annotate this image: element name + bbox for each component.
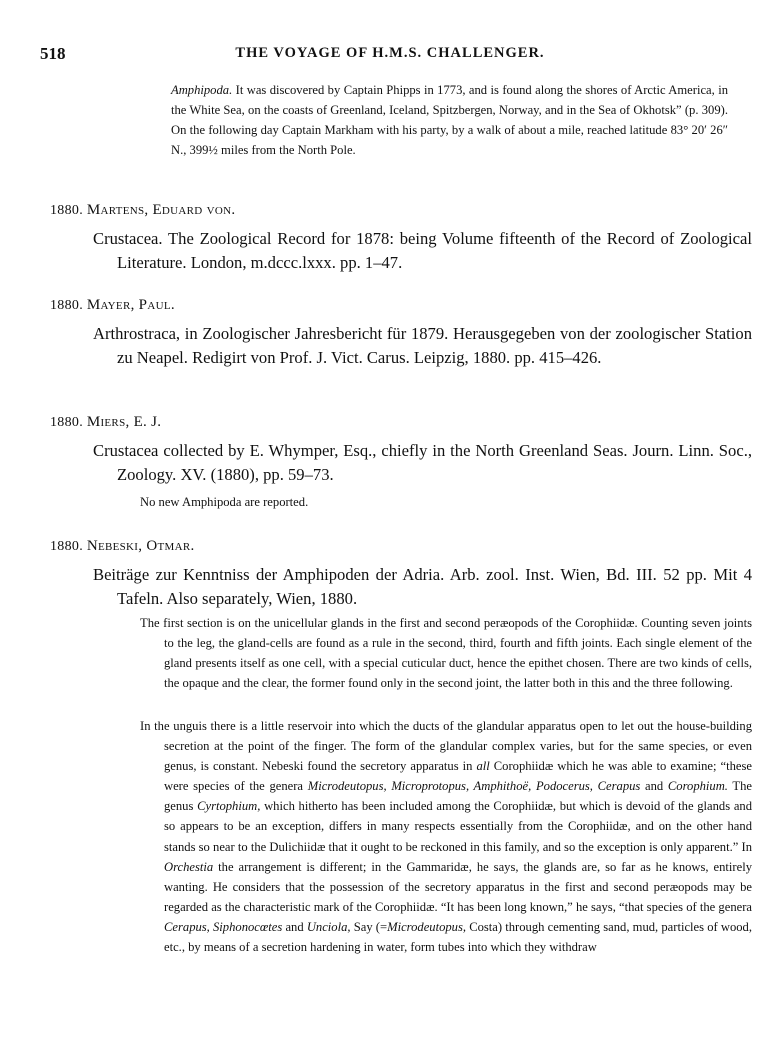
- entry-year: 1880.: [50, 539, 83, 554]
- entry-title: Beiträge zur Kenntniss der Amphipoden der Adria. Arb. zool. Inst. Wien, Bd. III. 52 pp. Mit 4 Tafeln. Also separately, Wien, 1880.: [93, 565, 752, 608]
- page-number: 518: [40, 44, 66, 63]
- entry-year: 1880.: [50, 415, 83, 430]
- entry-title: Crustacea. The Zoological Record for 1878: being Volume fifteenth of the Record of Zoological Literature. London, m.dccc.lxxx. pp. 1–47.: [93, 229, 752, 272]
- intro-italic: Amphipoda.: [171, 83, 233, 97]
- summary-paragraph: In the unguis there is a little reservoir into which the ducts of the glandular apparatus open to let out the house-building secretion at the point of the finger. The form of the glandular complex varies, but for the same species, or even genus, is constant. Nebeski found the secretory apparatus in all Corophiidæ which he was able to examine; “these were species of the genera Microdeutopus, Microprotopus, Amphithoë, Podocerus, Cerapus and Corophium. The genus Cyrtophium, which hitherto has been included among the Corophiidæ, but which is devoid of the glands and so appears to be an exception, differs in many respects essentially from the Corophiidæ, and on the other hand stands so near to the Dulichiidæ that it ought to be reckoned in this family, and so the exception is only apparent.” In Orchestia the arrangement is different; in the Gammaridæ, he says, the glands are, so far as he knows, entirely wanting. He considers that the possession of the secretory apparatus in the first and second peræopods may be regarded as the characteristic mark of the Corophiidæ. “It has been long known,” he says, “that species of the genera Cerapus, Siphonocœtes and Unciola, Say (=Microdeutopus, Costa) through cementing sand, mud, particles of wood, etc., by means of a secretion hardening in water, form tubes into which they withdraw: [140, 719, 753, 955]
- intro-text: It was discovered by Captain Phipps in 1773, and is found along the shores of Arctic America, in the White Sea, on the coasts of Greenland, Iceland, Spitzbergen, Norway, and in the Sea of Okhotsk” (p. 309). On the following day Captain Markham with his party, by a walk of about a mile, reached latitude 83° 20′ 26″ N., 399½ miles from the North Pole.: [171, 83, 728, 158]
- entry-title: Crustacea collected by E. Whymper, Esq., chiefly in the North Greenland Seas. Journ. Linn. Soc., Zoology. XV. (1880), pp. 59–73.: [93, 441, 752, 484]
- entry-author: Miers, E. J.: [86, 414, 162, 430]
- entry-note: No new Amphipoda are reported.: [140, 495, 309, 509]
- entry-author: Mayer, Paul.: [86, 297, 175, 313]
- page-header: [40, 44, 740, 66]
- entry-heading: [50, 297, 175, 314]
- entry-author: Martens, Eduard von.: [86, 202, 236, 218]
- entry-heading: [50, 538, 195, 555]
- entry-heading: [50, 414, 161, 431]
- running-title: THE VOYAGE OF H.M.S. CHALLENGER.: [235, 45, 545, 61]
- entry-year: 1880.: [50, 298, 83, 313]
- summary-paragraph: The first section is on the unicellular glands in the first and second peræopods of the Corophiidæ. Counting seven joints to the leg, the gland-cells are found as a rule in the second, third, fourth and fifth joints. Each single element of the gland presents itself as one cell, with a special cuticular duct, hence the epithet chosen. There are two kinds of cells, the opaque and the clear, the former found only in the second joint, the latter both in this and the three following.: [140, 616, 752, 691]
- entry-heading: [50, 202, 235, 219]
- entry-title: Arthrostraca, in Zoologischer Jahresbericht für 1879. Herausgegeben von der zoologischer Station zu Neapel. Redigirt von Prof. J. Vict. Carus. Leipzig, 1880. pp. 415–426.: [93, 324, 752, 367]
- intro-paragraph: [171, 80, 728, 160]
- entry-author: Nebeski, Otmar.: [86, 538, 195, 554]
- entry-year: 1880.: [50, 203, 83, 218]
